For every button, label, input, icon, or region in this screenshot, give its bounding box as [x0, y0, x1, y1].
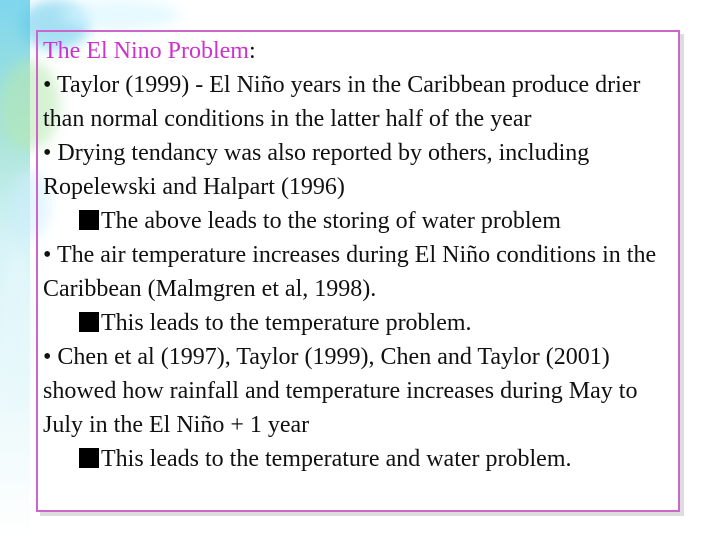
sub-bullet-text: This leads to the temperature problem.: [101, 310, 472, 336]
square-bullet-icon: [79, 448, 99, 468]
sub-bullet-text: The above leads to the storing of water problem: [101, 208, 561, 234]
bullet-item: • Chen et al (1997), Taylor (1999), Chen and Taylor (2001) showed how rainfall and temperature increases during May to July in the El Niño + 1 year: [43, 344, 638, 438]
title-colon: :: [248, 38, 256, 64]
square-bullet-icon: [79, 210, 99, 230]
sub-bullet-text: This leads to the temperature and water problem.: [101, 446, 572, 472]
bullet-item: • The air temperature increases during El Niño conditions in the Caribbean (Malmgren et al, 1998).: [43, 242, 657, 302]
bullet-item: • Drying tendancy was also reported by others, including Ropelewski and Halpart (1996): [43, 140, 590, 200]
slide-title-line: [43, 34, 673, 68]
bullet-item: • Taylor (1999) - El Niño years in the Caribbean produce drier than normal conditions in the latter half of the year: [43, 72, 641, 132]
sub-bullet-item: [43, 204, 673, 238]
slide-content: [43, 34, 673, 476]
sub-bullet-item: [43, 442, 673, 476]
decorative-blob: [0, 250, 35, 410]
slide-title: The El Nino Problem: [43, 38, 249, 64]
sub-bullet-item: [43, 306, 673, 340]
square-bullet-icon: [79, 312, 99, 332]
decorative-blob: [60, 0, 180, 30]
